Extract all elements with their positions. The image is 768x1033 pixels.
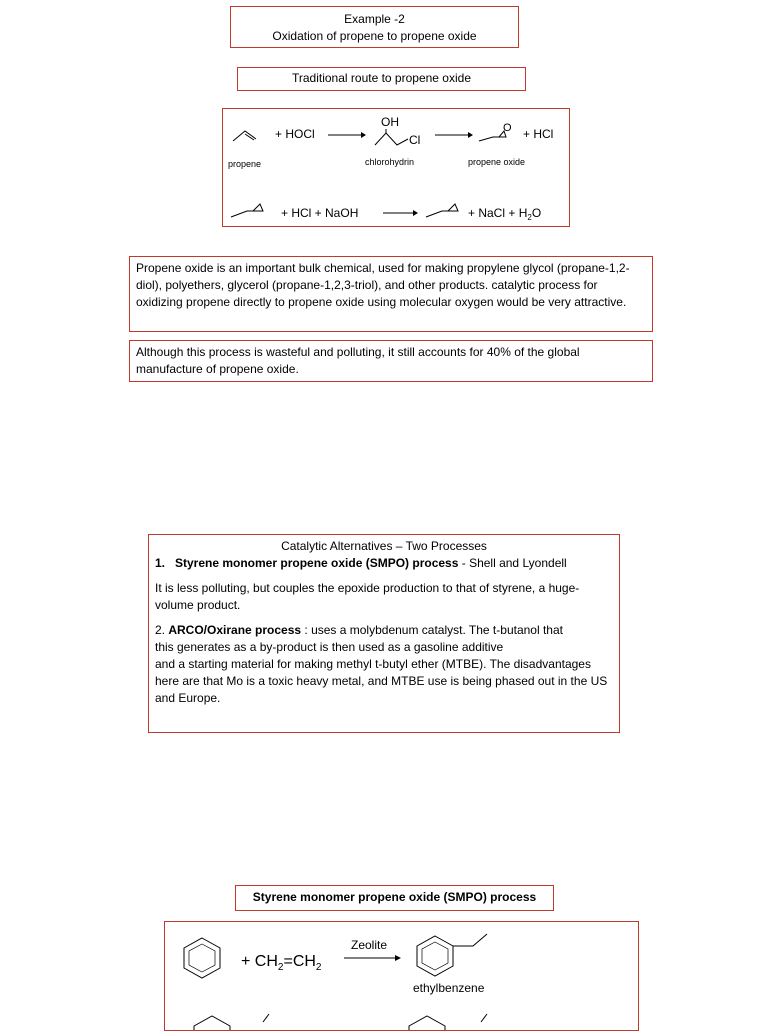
catalyst-label: Zeolite bbox=[351, 938, 388, 952]
reagent-ethylene: + $CH_2=CH_2$ bbox=[241, 953, 322, 973]
page-title: Oxidation of propene to propene oxide bbox=[272, 29, 477, 43]
products-nacl-water: + NaCl + $H_2O$ bbox=[468, 206, 542, 222]
item-2-line-2: this generates as a by-product is then used as a gasoline additive bbox=[155, 640, 504, 654]
reaction-scheme-2 bbox=[164, 921, 639, 1031]
route-label-box bbox=[237, 67, 526, 91]
epoxide-o-label: O bbox=[503, 122, 512, 134]
reaction-scheme-2-drawing bbox=[165, 922, 637, 1030]
example-label: Example -2 bbox=[344, 12, 405, 26]
item-1-companies: - Shell and Lyondell bbox=[458, 556, 567, 570]
item-2-line bbox=[155, 622, 613, 639]
chlorohydrin-structure bbox=[375, 133, 408, 145]
item-1-description: It is less polluting, but couples the epoxide production to that of styrene, a huge-volume product. bbox=[155, 581, 580, 612]
item-2-description-end: and a starting material for making methyl t-butyl ether (MTBE). The disadvantages here are that Mo is a toxic heavy metal, and MTBE use is being phased out in the US and Europe. bbox=[155, 657, 608, 705]
item-1-title: Styrene monomer propene oxide (SMPO) process bbox=[175, 556, 459, 570]
item-2-title: ARCO/Oxirane process bbox=[168, 623, 302, 637]
catalytic-alternatives-box bbox=[148, 534, 620, 733]
epoxide-structure-left bbox=[231, 211, 263, 217]
reagents-hcl-naoh: + HCl + NaOH bbox=[281, 206, 359, 220]
ethylbenzene-label: ethylbenzene bbox=[413, 981, 485, 995]
smpo-label-box bbox=[235, 885, 554, 911]
item-1-number: 1. bbox=[155, 556, 166, 570]
reaction-scheme-1-drawing bbox=[223, 109, 568, 225]
info-text-2: Although this process is wasteful and polluting, it still accounts for 40% of the global manufacture of propene oxide. bbox=[136, 345, 580, 376]
label-chlorohydrin: chlorohydrin bbox=[365, 157, 415, 167]
cl-label: Cl bbox=[409, 133, 421, 147]
route-label: Traditional route to propene oxide bbox=[291, 71, 471, 85]
item-1-line bbox=[155, 555, 613, 572]
info-box-propene-oxide bbox=[129, 256, 653, 332]
oh-label: OH bbox=[381, 115, 399, 129]
label-propene-oxide: propene oxide bbox=[468, 157, 526, 167]
smpo-label: Styrene monomer propene oxide (SMPO) process bbox=[252, 890, 537, 904]
next-benzene-left bbox=[194, 1016, 230, 1030]
epoxide-structure-right bbox=[426, 211, 458, 217]
next-benzene-right bbox=[409, 1016, 445, 1030]
item-2-number: 2. bbox=[155, 623, 169, 637]
info-box-wasteful bbox=[129, 340, 653, 382]
reaction-scheme-1 bbox=[222, 108, 570, 227]
title-box bbox=[230, 6, 519, 48]
info-text-1: Propene oxide is an important bulk chemical, used for making propylene glycol (propane-1,2-diol), polyethers, glycerol (propane-1,2,3-triol), and other products. catalytic process for oxidizing propene directly to propene oxide using molecular oxygen would be very attractive. bbox=[136, 261, 630, 309]
reagent-hocl: + HOCl bbox=[275, 127, 315, 141]
product-hcl: + HCl bbox=[523, 127, 554, 141]
item-2-description-start: : uses a molybdenum catalyst. The t-butanol that bbox=[301, 623, 563, 637]
catalytic-heading: Catalytic Alternatives – Two Processes bbox=[281, 539, 487, 553]
propene-oxide-structure bbox=[479, 137, 506, 141]
label-propene: propene bbox=[228, 159, 262, 169]
